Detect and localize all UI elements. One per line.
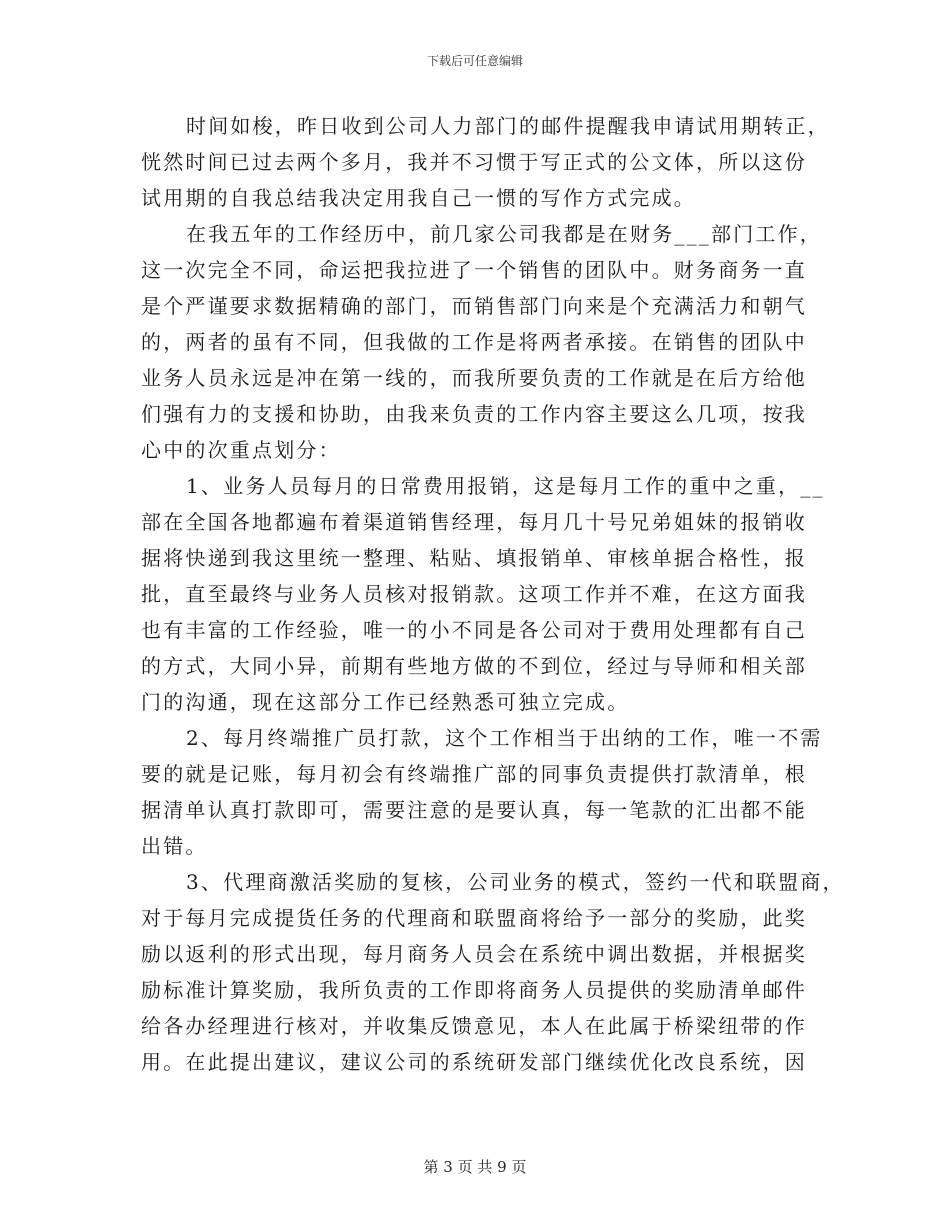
text-line: 恍然时间已过去两个多月，我并不习惯于写正式的公文体，所以这份 bbox=[141, 150, 807, 174]
text-line: 1、业务人员每月的日常费用报销，这是每月工作的重中之重，__ bbox=[186, 474, 825, 498]
text-line: 励标准计算奖励，我所负责的工作即将商务人员提供的奖励清单邮件 bbox=[141, 978, 807, 1002]
paragraph bbox=[141, 468, 825, 720]
document-body bbox=[141, 108, 845, 1080]
text-line: 要的就是记账，每月初会有终端推广部的同事负责提供打款清单，根 bbox=[141, 762, 807, 786]
text-line: 部在全国各地都遍布着渠道销售经理，每月几十号兄弟姐妹的报销收 bbox=[141, 510, 807, 534]
text-line: 也有丰富的工作经验，唯一的小不同是各公司对于费用处理都有自己 bbox=[141, 618, 807, 642]
text-line: 的方式，大同小异，前期有些地方做的不到位，经过与导师和相关部 bbox=[141, 654, 807, 678]
text-line: 据清单认真打款即可，需要注意的是要认真，每一笔款的汇出都不能 bbox=[141, 798, 807, 822]
text-line: 的，两者的虽有不同，但我做的工作是将两者承接。在销售的团队中 bbox=[141, 330, 807, 354]
text-line: 对于每月完成提货任务的代理商和联盟商将给予一部分的奖励，此奖 bbox=[141, 906, 807, 930]
paragraph bbox=[141, 864, 845, 1080]
text-line: 们强有力的支援和协助，由我来负责的工作内容主要这么几项，按我 bbox=[141, 402, 807, 426]
text-line: 心中的次重点划分： bbox=[141, 438, 341, 462]
page-footer: 第 3 页 共 9 页 bbox=[423, 1158, 527, 1176]
text-line: 励以返利的形式出现，每月商务人员会在系统中调出数据，并根据奖 bbox=[141, 942, 807, 966]
paragraph bbox=[141, 216, 821, 468]
text-line: 试用期的自我总结我决定用我自己一惯的写作方式完成。 bbox=[141, 186, 696, 210]
text-line: 业务人员永远是冲在第一线的，而我所要负责的工作就是在后方给他 bbox=[141, 366, 807, 390]
paragraph bbox=[141, 720, 821, 864]
text-line: 用。在此提出建议，建议公司的系统研发部门继续优化改良系统，因 bbox=[141, 1050, 807, 1074]
text-line: 时间如梭，昨日收到公司人力部门的邮件提醒我申请试用期转正， bbox=[186, 114, 830, 138]
paragraph bbox=[141, 108, 830, 216]
text-line: 3、代理商激活奖励的复核，公司业务的模式，签约一代和联盟商， bbox=[186, 870, 845, 894]
text-line: 是个严谨要求数据精确的部门，而销售部门向来是个充满活力和朝气 bbox=[141, 294, 807, 318]
page-header: 下载后可任意编辑 bbox=[426, 54, 523, 68]
text-line: 门的沟通，现在这部分工作已经熟悉可独立完成。 bbox=[141, 690, 630, 714]
text-line: 给各办经理进行核对，并收集反馈意见，本人在此属于桥梁纽带的作 bbox=[141, 1014, 807, 1038]
text-line: 这一次完全不同，命运把我拉进了一个销售的团队中。财务商务一直 bbox=[141, 258, 807, 282]
text-line: 批，直至最终与业务人员核对报销款。这项工作并不难，在这方面我 bbox=[141, 582, 807, 606]
text-line: 在我五年的工作经历中，前几家公司我都是在财务___部门工作， bbox=[186, 222, 822, 246]
text-line: 出错。 bbox=[141, 834, 208, 858]
text-line: 据将快递到我这里统一整理、粘贴、填报销单、审核单据合格性，报 bbox=[141, 546, 807, 570]
text-line: 2、每月终端推广员打款，这个工作相当于出纳的工作，唯一不需 bbox=[186, 726, 823, 750]
